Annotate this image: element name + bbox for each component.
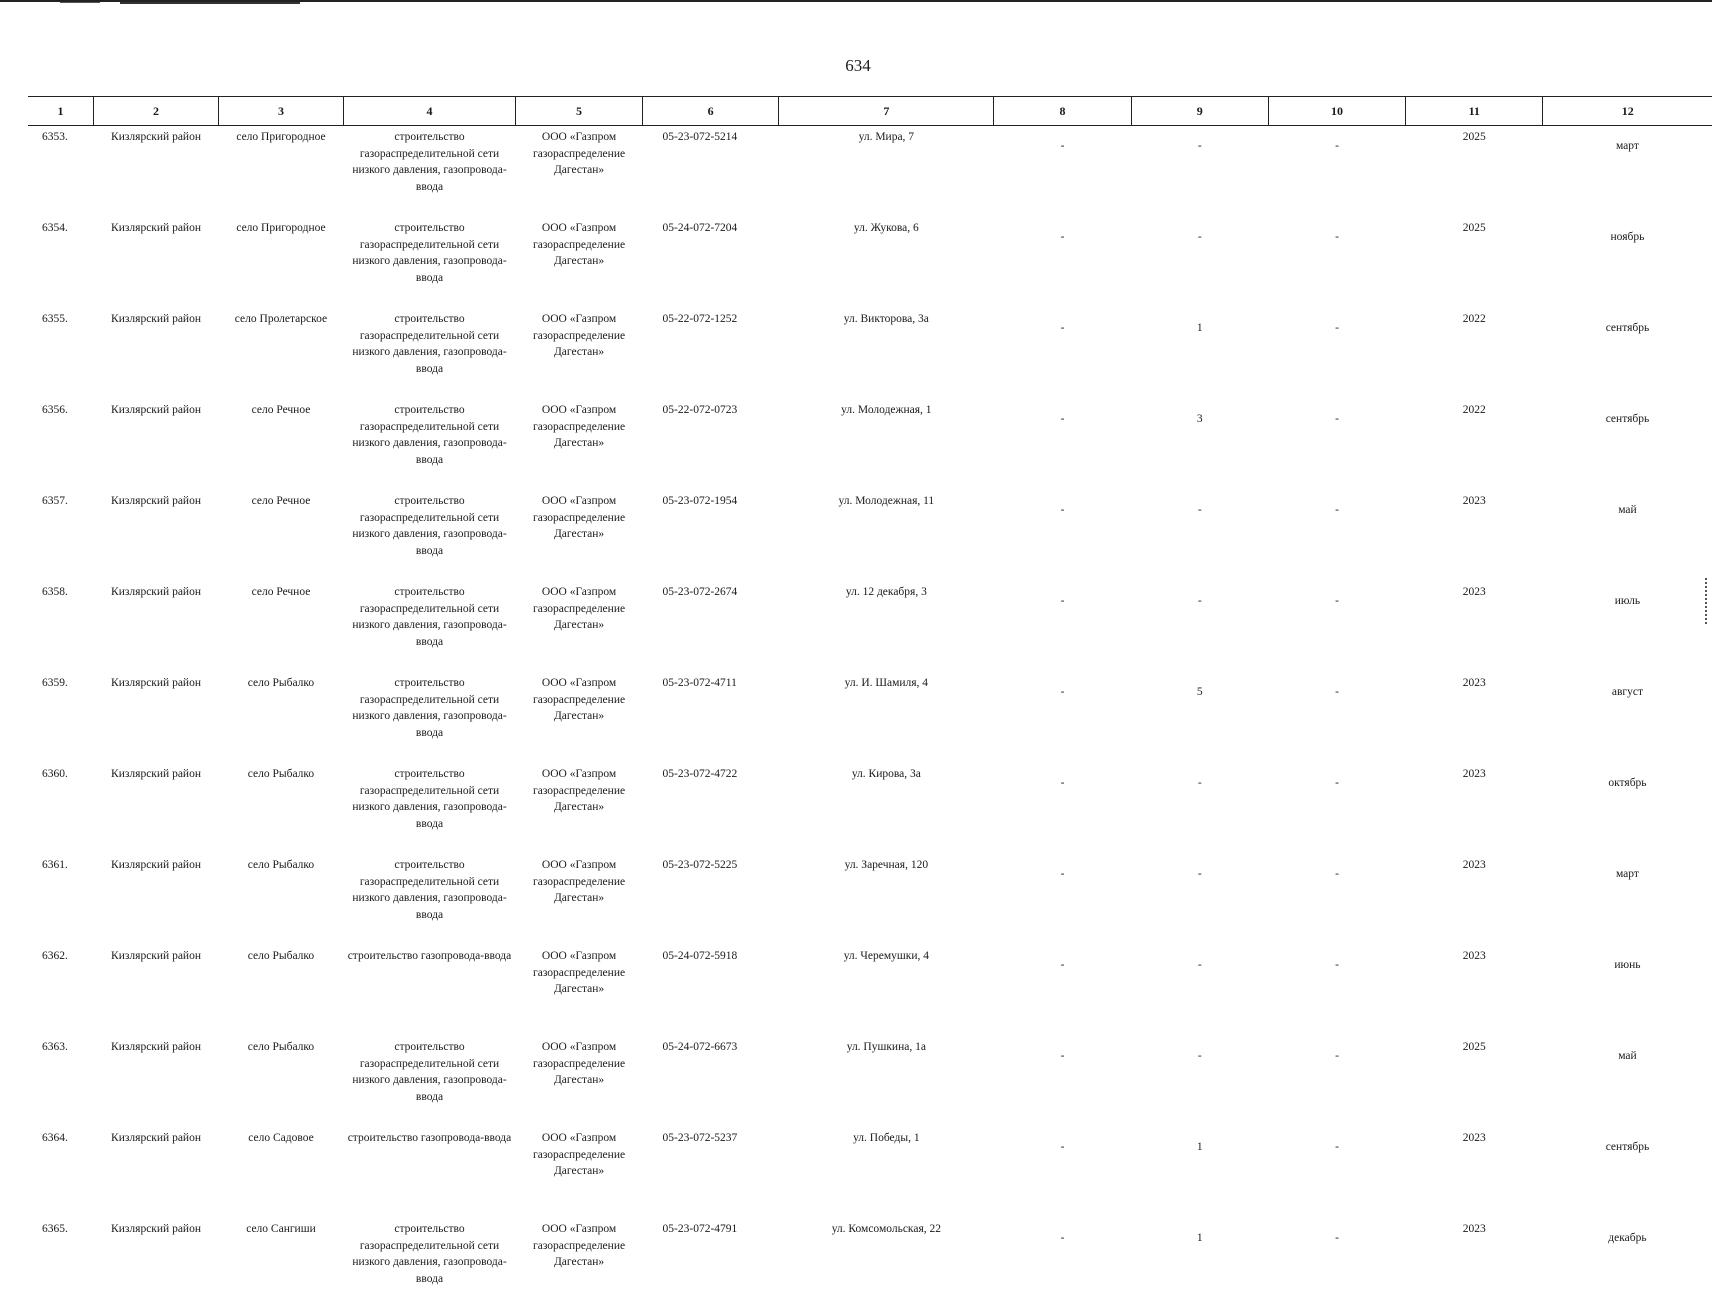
column-10-cell: - [1335,777,1339,789]
page-number: 634 [845,56,871,75]
table-row [28,308,1712,399]
address-cell: ул. Кирова, 3а [851,768,921,780]
address-cell: ул. Победы, 1 [853,1132,920,1144]
month-cell: июнь [1614,959,1641,971]
column-8-cell: - [1060,140,1065,152]
address-cell: ул. Жукова, 6 [853,222,919,234]
table-row [28,945,1712,1036]
row-number: 6365. [42,1223,68,1235]
column-8-cell: - [1060,322,1065,334]
row-number: 6353. [42,131,68,143]
column-9-cell: 1 [1196,1141,1203,1153]
column-10-cell: - [1335,231,1339,243]
column-10-cell: - [1335,1232,1339,1244]
column-header: 11 [1406,97,1543,126]
column-9-cell: - [1197,959,1202,971]
column-9-cell: - [1197,868,1202,880]
column-8-cell: - [1060,959,1065,971]
settlement-cell: село Рыбалко [247,950,315,962]
month-cell: сентябрь [1605,413,1650,425]
object-code-cell: 05-23-072-5225 [662,859,738,871]
work-type-cell: строительство газораспределительной сети низкого давления, газопровода-ввода [352,1041,507,1103]
address-cell: ул. Пушкина, 1а [846,1041,926,1053]
year-cell: 2023 [1462,677,1486,689]
year-cell: 2023 [1462,950,1486,962]
column-10-cell: - [1335,868,1339,880]
column-header: 7 [779,97,994,126]
month-cell: август [1611,686,1644,698]
top-border-mark [120,2,300,4]
column-9-cell: - [1197,1050,1202,1062]
settlement-cell: село Пролетарское [234,313,328,325]
table-row [28,399,1712,490]
address-cell: ул. Викторова, 3а [843,313,929,325]
district-cell: Кизлярский район [111,404,201,416]
column-9-cell: 5 [1196,686,1203,698]
year-cell: 2023 [1462,1223,1486,1235]
year-cell: 2023 [1462,1132,1486,1144]
table-row [28,763,1712,854]
row-number: 6358. [42,586,68,598]
month-cell: октябрь [1608,777,1647,789]
work-type-cell: строительство газопровода-ввода [347,950,512,962]
organization-cell: ООО «Газпром газораспределение Дагестан» [533,1041,626,1086]
settlement-cell: село Рыбалко [247,677,315,689]
column-9-cell: - [1197,140,1202,152]
column-8-cell: - [1060,231,1065,243]
column-10-cell: - [1335,322,1339,334]
work-type-cell: строительство газораспределительной сети низкого давления, газопровода-ввода [352,768,507,830]
column-8-cell: - [1060,1232,1065,1244]
month-cell: сентябрь [1605,322,1650,334]
column-header: 10 [1268,97,1405,126]
settlement-cell: село Речное [251,495,311,507]
address-cell: ул. Мира, 7 [858,131,915,143]
month-cell: ноябрь [1610,231,1645,243]
row-number: 6361. [42,859,68,871]
column-header: 8 [994,97,1131,126]
object-code-cell: 05-24-072-7204 [662,222,738,234]
district-cell: Кизлярский район [111,495,201,507]
address-cell: ул. Молодежная, 1 [841,404,932,416]
object-code-cell: 05-22-072-0723 [662,404,738,416]
organization-cell: ООО «Газпром газораспределение Дагестан» [533,859,626,904]
address-cell: ул. Черемушки, 4 [843,950,929,962]
district-cell: Кизлярский район [111,586,201,598]
year-cell: 2023 [1462,859,1486,871]
row-number: 6357. [42,495,68,507]
month-cell: июль [1614,595,1641,607]
work-type-cell: строительство газораспределительной сети низкого давления, газопровода-ввода [352,495,507,557]
year-cell: 2023 [1462,495,1486,507]
year-cell: 2023 [1462,586,1486,598]
object-code-cell: 05-22-072-1252 [662,313,738,325]
organization-cell: ООО «Газпром газораспределение Дагестан» [533,313,626,358]
column-10-cell: - [1335,413,1339,425]
column-10-cell: - [1335,686,1339,698]
top-border-mark [60,2,100,3]
year-cell: 2022 [1462,313,1486,325]
address-cell: ул. Молодежная, 11 [838,495,935,507]
organization-cell: ООО «Газпром газораспределение Дагестан» [533,1132,626,1177]
column-8-cell: - [1060,504,1065,516]
district-cell: Кизлярский район [111,768,201,780]
row-number: 6356. [42,404,68,416]
table-row [28,1218,1712,1309]
month-cell: май [1618,504,1637,516]
object-code-cell: 05-23-072-4722 [662,768,738,780]
table-row [28,1127,1712,1218]
work-type-cell: строительство газораспределительной сети низкого давления, газопровода-ввода [352,859,507,921]
column-8-cell: - [1060,595,1065,607]
column-10-cell: - [1335,1141,1339,1153]
row-number: 6354. [42,222,68,234]
year-cell: 2025 [1462,131,1486,143]
organization-cell: ООО «Газпром газораспределение Дагестан» [533,768,626,813]
settlement-cell: село Рыбалко [247,768,315,780]
work-type-cell: строительство газораспределительной сети низкого давления, газопровода-ввода [352,1223,507,1285]
column-header: 12 [1543,97,1712,126]
address-cell: ул. Комсомольская, 22 [831,1223,941,1235]
district-cell: Кизлярский район [111,950,201,962]
table-row [28,581,1712,672]
district-cell: Кизлярский район [111,222,201,234]
settlement-cell: село Речное [251,404,311,416]
address-cell: ул. Заречная, 120 [844,859,929,871]
row-number: 6363. [42,1041,68,1053]
column-9-cell: 1 [1196,322,1203,334]
address-cell: ул. И. Шамиля, 4 [844,677,929,689]
year-cell: 2023 [1462,768,1486,780]
month-cell: март [1615,140,1639,152]
work-type-cell: строительство газораспределительной сети низкого давления, газопровода-ввода [352,222,507,284]
settlement-cell: село Речное [251,586,311,598]
district-cell: Кизлярский район [111,677,201,689]
table-row [28,854,1712,945]
column-9-cell: - [1197,231,1202,243]
work-type-cell: строительство газораспределительной сети низкого давления, газопровода-ввода [352,586,507,648]
address-cell: ул. 12 декабря, 3 [845,586,927,598]
month-cell: март [1615,868,1639,880]
month-cell: сентябрь [1605,1141,1650,1153]
column-9-cell: 3 [1196,413,1203,425]
organization-cell: ООО «Газпром газораспределение Дагестан» [533,586,626,631]
table-row [28,1036,1712,1127]
column-header: 1 [28,97,94,126]
district-cell: Кизлярский район [111,313,201,325]
district-cell: Кизлярский район [111,1041,201,1053]
object-code-cell: 05-23-072-5237 [662,1132,738,1144]
month-cell: май [1618,1050,1637,1062]
settlement-cell: село Садовое [248,1132,314,1144]
organization-cell: ООО «Газпром газораспределение Дагестан» [533,404,626,449]
work-type-cell: строительство газораспределительной сети низкого давления, газопровода-ввода [352,313,507,375]
column-header: 3 [219,97,344,126]
column-9-cell: - [1197,777,1202,789]
column-10-cell: - [1335,595,1339,607]
organization-cell: ООО «Газпром газораспределение Дагестан» [533,950,626,995]
object-code-cell: 05-23-072-4791 [662,1223,738,1235]
organization-cell: ООО «Газпром газораспределение Дагестан» [533,131,626,176]
district-cell: Кизлярский район [111,131,201,143]
settlement-cell: село Рыбалко [247,859,315,871]
object-code-cell: 05-23-072-2674 [662,586,738,598]
column-8-cell: - [1060,413,1065,425]
settlement-cell: село Пригородное [236,131,326,143]
object-code-cell: 05-23-072-4711 [662,677,737,689]
object-code-cell: 05-23-072-1954 [662,495,738,507]
column-10-cell: - [1335,1050,1339,1062]
district-cell: Кизлярский район [111,1223,201,1235]
column-10-cell: - [1335,959,1339,971]
organization-cell: ООО «Газпром газораспределение Дагестан» [533,677,626,722]
organization-cell: ООО «Газпром газораспределение Дагестан» [533,495,626,540]
column-9-cell: - [1197,504,1202,516]
column-header: 5 [516,97,643,126]
column-10-cell: - [1335,504,1339,516]
column-header: 4 [343,97,515,126]
year-cell: 2025 [1462,1041,1486,1053]
column-10-cell: - [1335,140,1339,152]
column-9-cell: 1 [1196,1232,1203,1244]
row-number: 6359. [42,677,68,689]
work-type-cell: строительство газопровода-ввода [347,1132,512,1144]
row-number: 6362. [42,950,68,962]
column-header: 9 [1131,97,1268,126]
column-8-cell: - [1060,1141,1065,1153]
row-number: 6364. [42,1132,68,1144]
header-row [28,97,1712,126]
object-code-cell: 05-24-072-6673 [662,1041,738,1053]
row-number: 6355. [42,313,68,325]
settlement-cell: село Пригородное [236,222,326,234]
work-type-cell: строительство газораспределительной сети низкого давления, газопровода-ввода [352,677,507,739]
table-row [28,217,1712,308]
column-8-cell: - [1060,868,1065,880]
settlement-cell: село Сангиши [246,1223,316,1235]
settlement-cell: село Рыбалко [247,1041,315,1053]
table-row [28,490,1712,581]
organization-cell: ООО «Газпром газораспределение Дагестан» [533,1223,626,1268]
column-header: 6 [643,97,779,126]
table-row [28,672,1712,763]
row-number: 6360. [42,768,68,780]
work-type-cell: строительство газораспределительной сети низкого давления, газопровода-ввода [352,404,507,466]
table-row [28,126,1712,218]
district-cell: Кизлярский район [111,1132,201,1144]
year-cell: 2025 [1462,222,1486,234]
column-8-cell: - [1060,686,1065,698]
year-cell: 2022 [1462,404,1486,416]
object-code-cell: 05-24-072-5918 [662,950,738,962]
scan-edge-marks [1705,578,1710,624]
object-code-cell: 05-23-072-5214 [662,131,738,143]
column-9-cell: - [1197,595,1202,607]
work-type-cell: строительство газораспределительной сети низкого давления, газопровода-ввода [352,131,507,193]
district-cell: Кизлярский район [111,859,201,871]
column-header: 2 [94,97,219,126]
column-8-cell: - [1060,777,1065,789]
column-8-cell: - [1060,1050,1065,1062]
month-cell: декабрь [1608,1232,1647,1244]
organization-cell: ООО «Газпром газораспределение Дагестан» [533,222,626,267]
gasification-table [28,96,1712,1309]
